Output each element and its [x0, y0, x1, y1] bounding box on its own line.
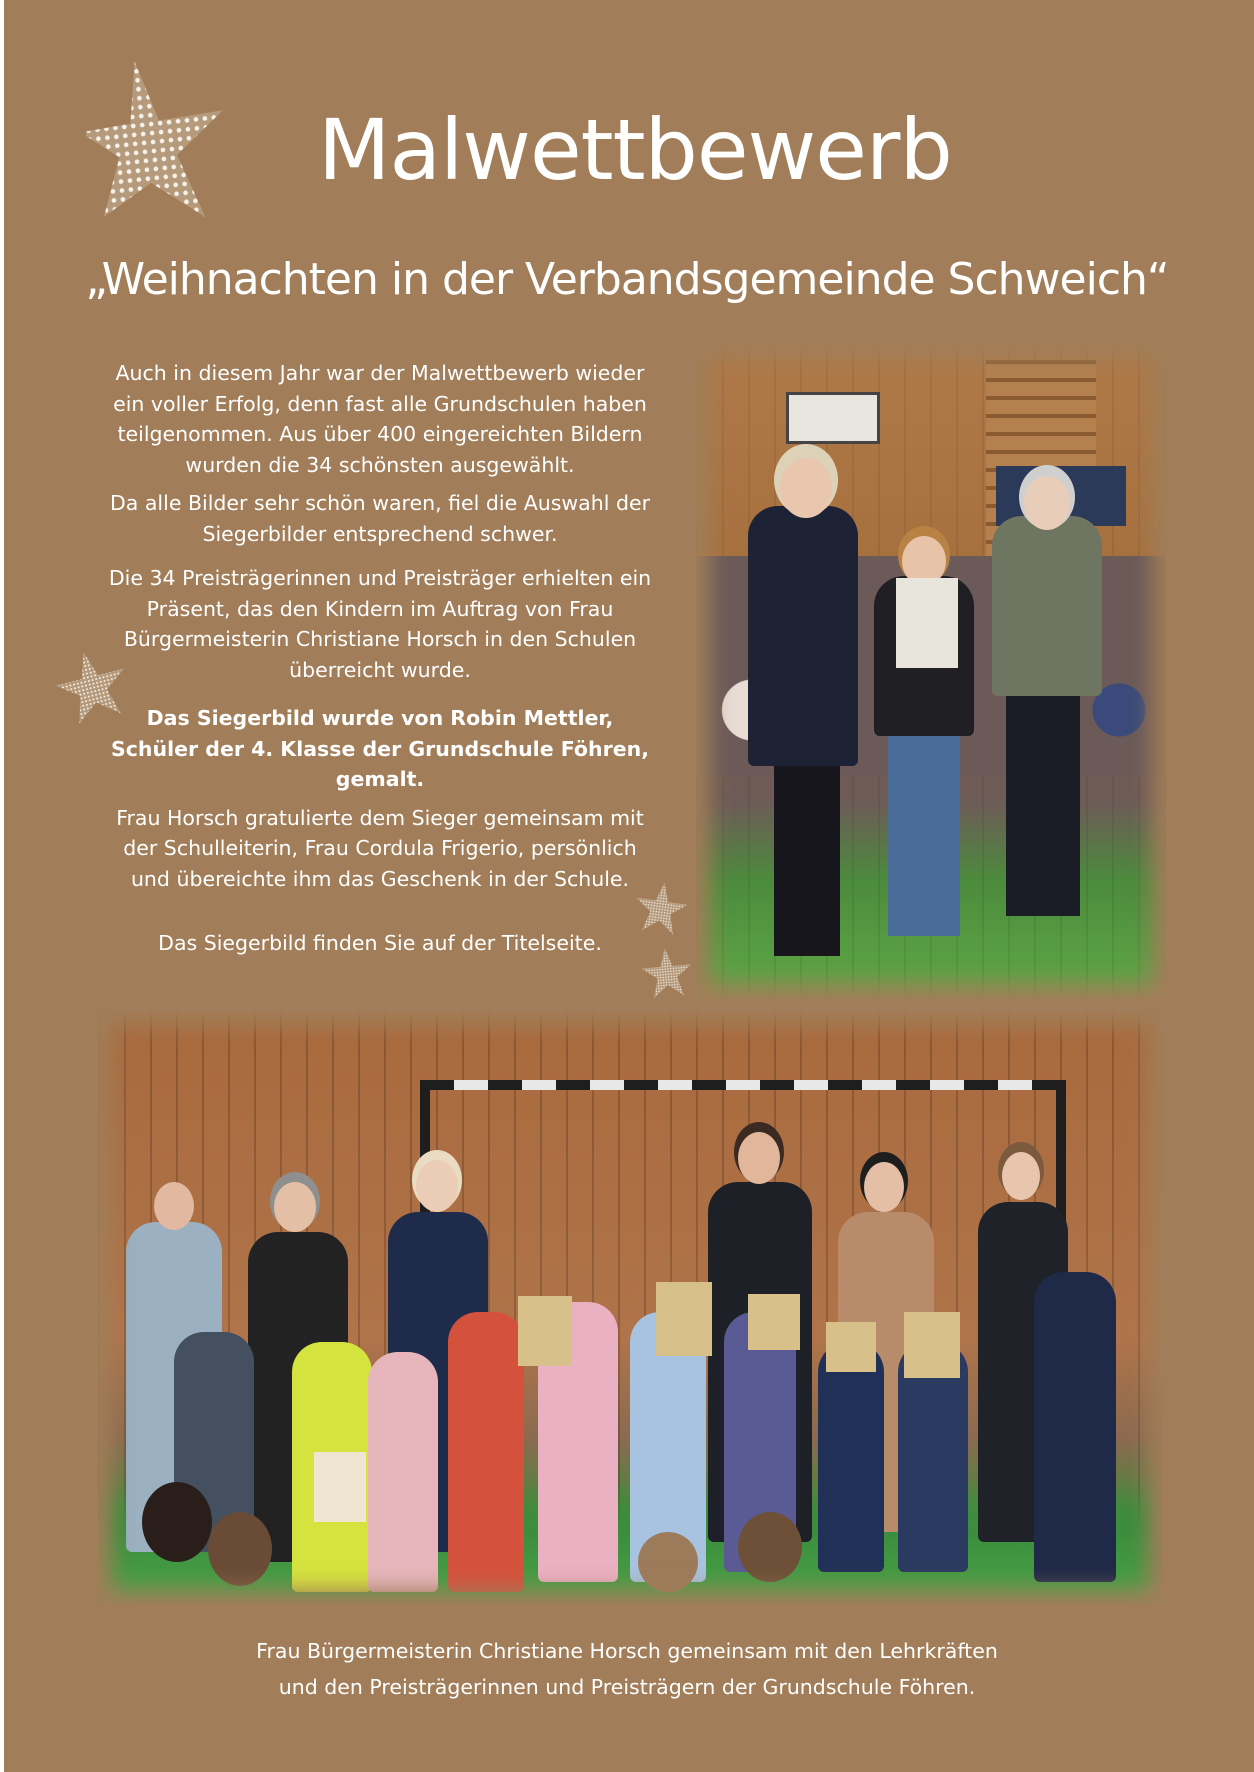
article-text	[108, 358, 652, 973]
photo-group	[98, 1012, 1162, 1604]
paragraph-intro: Auch in diesem Jahr war der Malwettbewerb wieder ein voller Erfolg, denn fast alle Grundschulen haben teilgenommen. Aus über 400 eingereichten Bildern wurden die 34 schönsten ausgewählt.	[113, 361, 647, 477]
photo-caption	[0, 1633, 1254, 1705]
glitter-star-icon	[86, 56, 266, 236]
glitter-star-icon	[54, 648, 130, 724]
page-subtitle: „Weihnachten in der Verbandsgemeinde Schweich“	[85, 254, 1169, 305]
paragraph-congrats: Frau Horsch gratulierte dem Sieger gemeinsam mit der Schulleiterin, Frau Cordula Frigerio, persönlich und übereichte ihm das Geschenk in der Schule.	[116, 805, 644, 891]
caption-line-1: Frau Bürgermeisterin Christiane Horsch gemeinsam mit den Lehrkräften	[256, 1639, 998, 1663]
caption-line-2: und den Preisträgerinnen und Preisträgern der Grundschule Föhren.	[278, 1675, 976, 1699]
paragraph-title-page-note: Das Siegerbild finden Sie auf der Titelseite.	[158, 931, 602, 955]
page-title: Malwettbewerb	[318, 101, 952, 199]
paragraph-selection: Da alle Bilder sehr schön waren, fiel die Auswahl der Siegerbilder entsprechend schwer.	[110, 491, 650, 546]
glitter-star-icon	[633, 880, 689, 936]
paragraph-prizes: Die 34 Preisträgerinnen und Preisträger erhielten ein Präsent, das den Kindern im Auftrag von Frau Bürgermeisterin Christiane Horsch in den Schulen überreicht wurde.	[108, 566, 652, 682]
glitter-star-icon	[640, 946, 694, 1000]
paragraph-winner: Das Siegerbild wurde von Robin Mettler, Schüler der 4. Klasse der Grundschule Föhren, gemalt.	[111, 706, 649, 791]
photo-award-ceremony	[696, 346, 1166, 998]
